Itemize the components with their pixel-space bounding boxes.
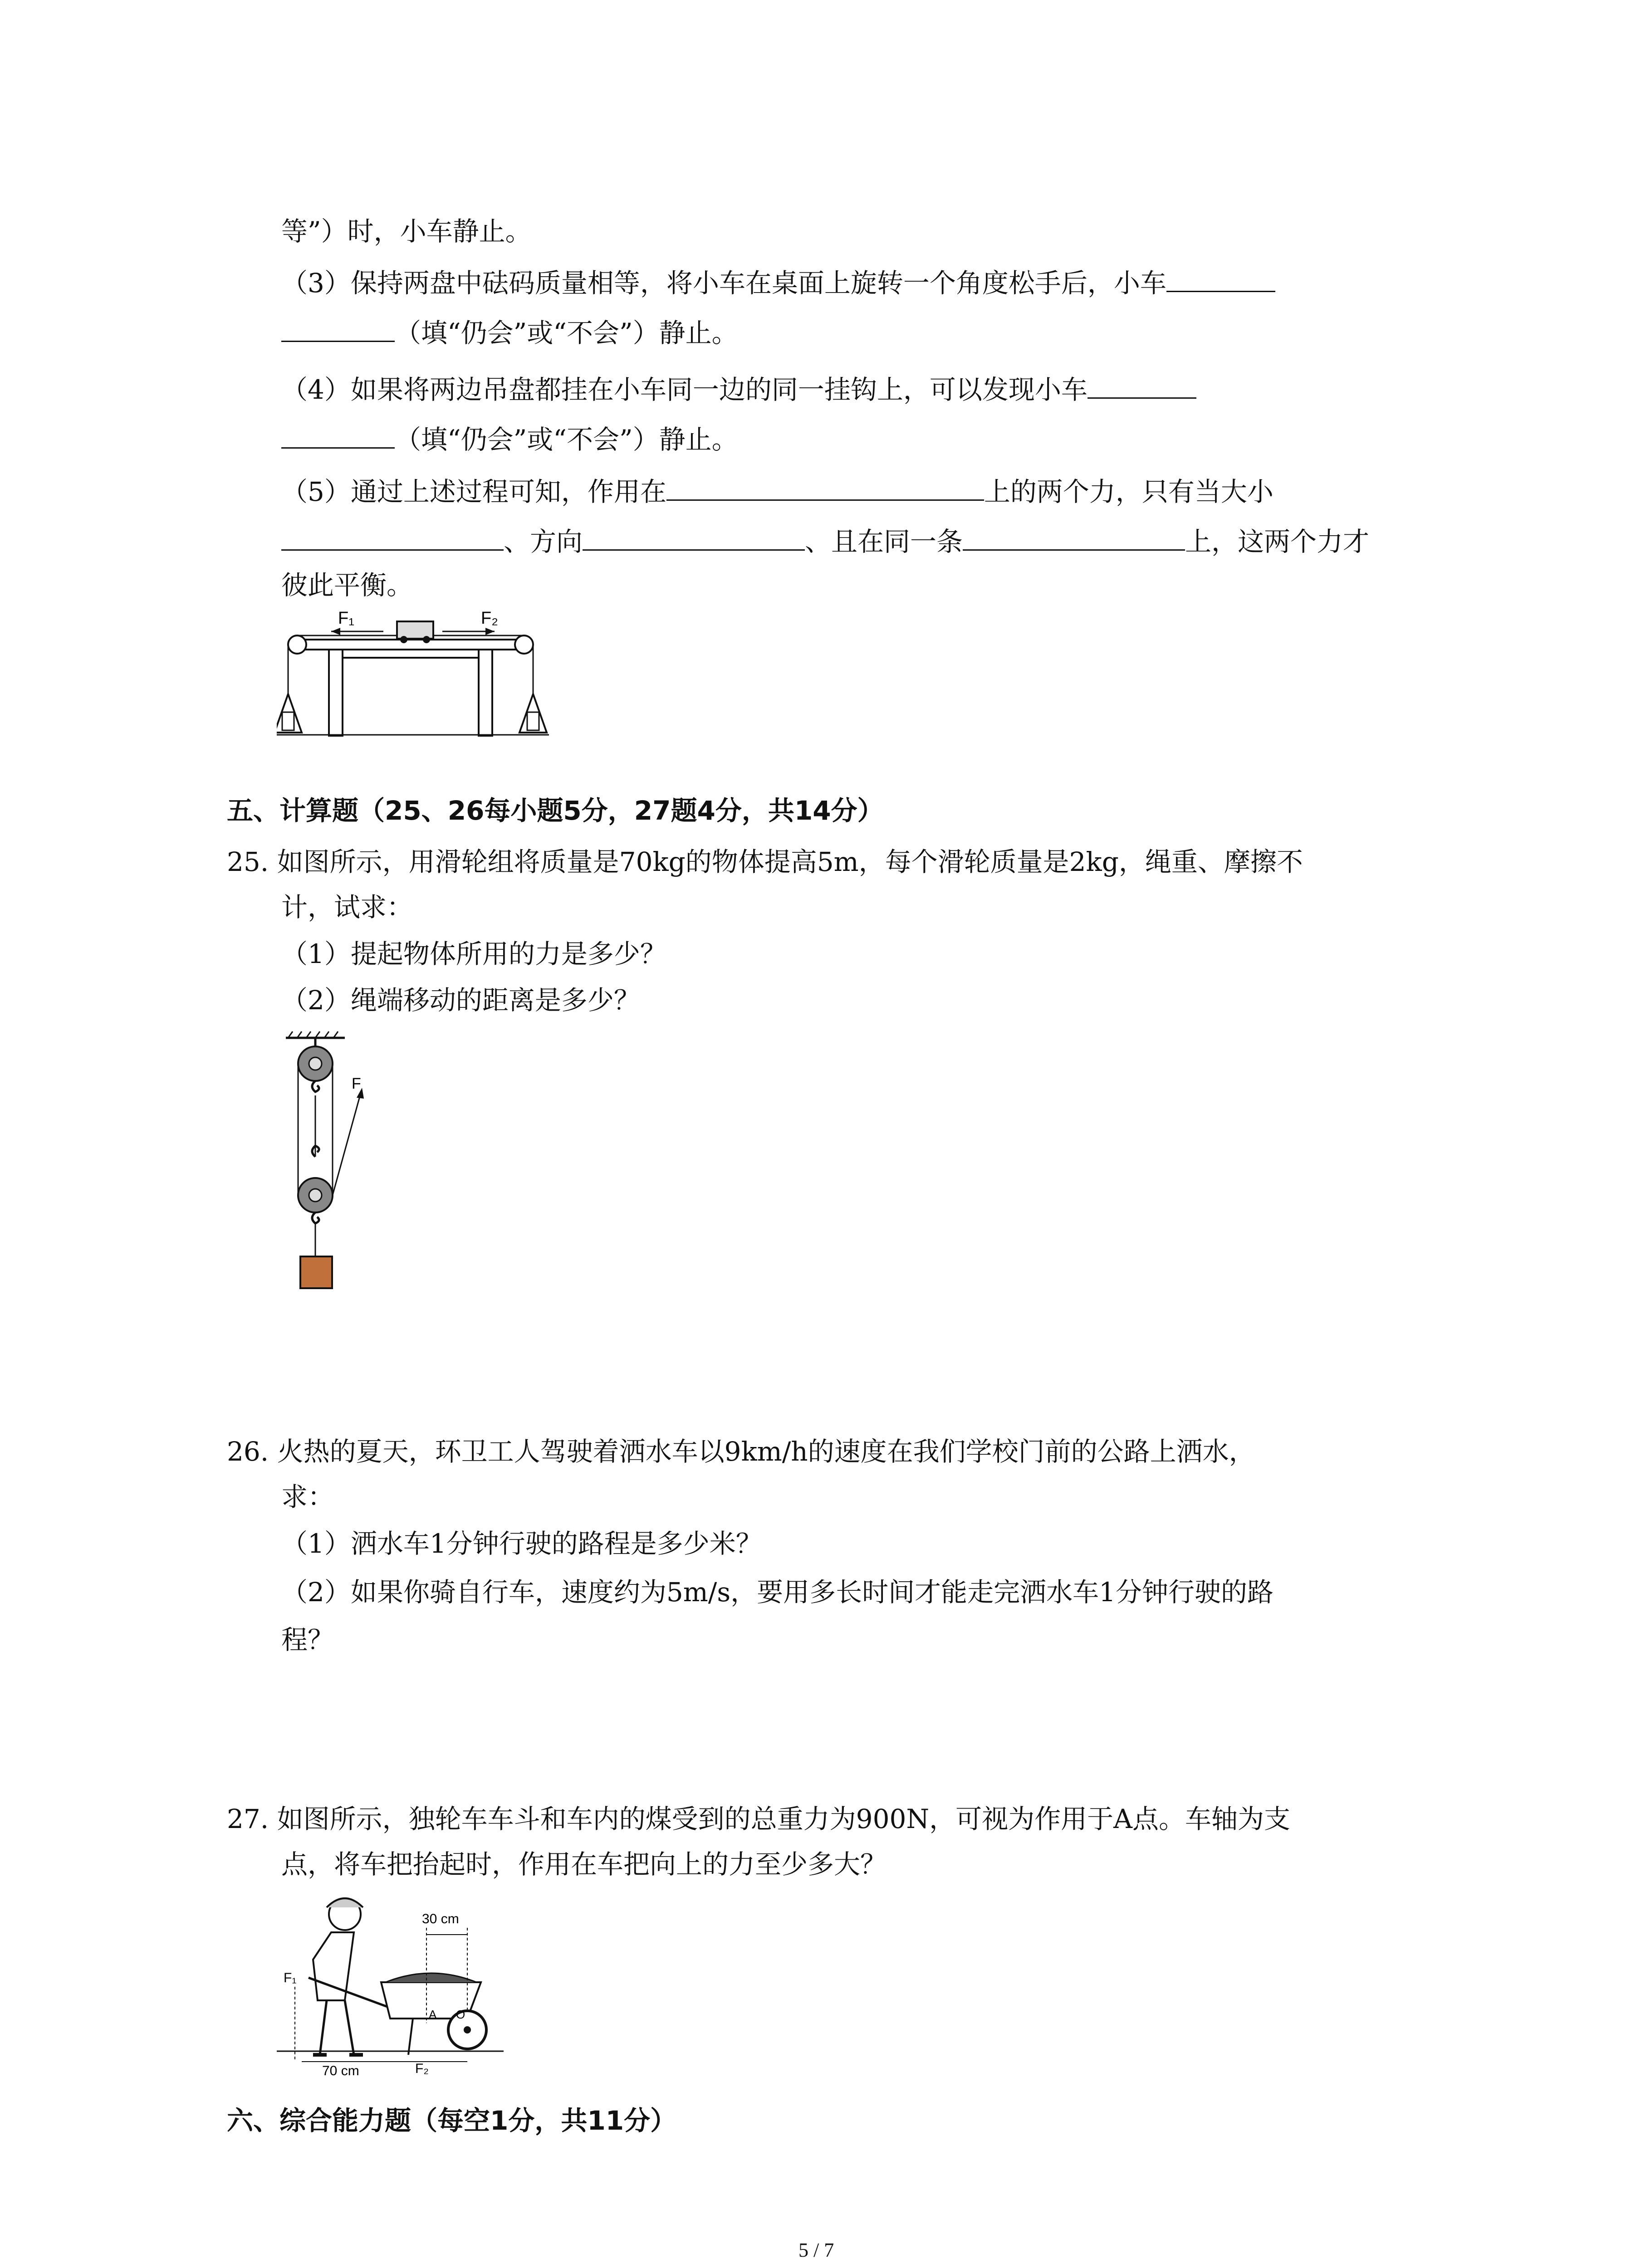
f-label: F [352,1075,361,1092]
f2-label: F₂ [481,609,498,628]
pulley-figure [281,1030,372,1302]
answer-blank[interactable] [1166,265,1275,292]
question-text: （5）通过上述过程可知，作用在 [281,476,666,507]
question-text: 、且在同一条 [805,526,963,557]
text-line [281,474,1274,508]
text-line: 计，试求： [281,892,413,923]
answer-blank[interactable] [281,315,395,342]
question-26: 26. 火热的夏天，环卫工人驾驶着洒水车以9km/h的速度在我们学校门前的公路上洒水， [227,1436,1255,1467]
answer-blank[interactable] [963,524,1185,551]
f1-label: F₁ [338,609,355,628]
text-line: （1）洒水车1分钟行驶的路程是多少米？ [281,1528,762,1559]
section-heading: 六、综合能力题（每空1分，共11分） [227,2105,677,2136]
text-line: （2）绳端移动的距离是多少？ [281,985,640,1016]
answer-blank[interactable] [281,422,395,449]
answer-blank[interactable] [281,524,504,551]
section-heading: 五、计算题（25、26每小题5分，27题4分，共14分） [227,795,884,826]
text-line [281,524,1369,557]
answer-blank[interactable] [1087,372,1196,399]
text-line: 求： [281,1481,334,1512]
text-line: （2）如果你骑自行车，速度约为5m/s，要用多长时间才能走完洒水车1分钟行驶的路 [281,1577,1274,1608]
text-line: 等”）时，小车静止。 [281,216,532,247]
question-text: 上的两个力，只有当大小 [984,476,1274,507]
text-line [281,265,1275,299]
text-line [281,372,1196,406]
text-line: 点，将车把抬起时，作用在车把向上的力至少多大？ [281,1849,887,1880]
f1-label: F₁ [284,1970,297,1985]
cart-table-figure [277,603,549,739]
point-a-label: A [429,2008,437,2021]
question-text: （3）保持两盘中砝码质量相等，将小车在桌面上旋转一个角度松手后，小车 [281,268,1166,298]
point-o-label: O [456,2008,465,2021]
question-text: （填“仍会”或“不会”）静止。 [395,318,738,348]
text-line [281,422,738,455]
text-line: 彼此平衡。 [281,570,413,601]
question-text: （填“仍会”或“不会”）静止。 [395,424,738,455]
page-number: 5 / 7 [798,2239,834,2261]
f2-label: F₂ [415,2061,429,2076]
question-27: 27. 如图所示，独轮车车斗和车内的煤受到的总重力为900N，可视为作用于A点。车轴为支 [227,1804,1291,1834]
text-line: 程？ [281,1624,334,1655]
text-line [281,315,738,349]
text-line: （1）提起物体所用的力是多少？ [281,938,666,969]
answer-blank[interactable] [583,524,805,551]
answer-blank[interactable] [666,474,984,501]
question-text: （4）如果将两边吊盘都挂在小车同一边的同一挂钩上，可以发现小车 [281,374,1087,405]
dim-70cm: 70 cm [322,2063,359,2077]
question-25: 25. 如图所示，用滑轮组将质量是70kg的物体提高5m，每个滑轮质量是2kg，绳重、摩擦不 [227,846,1303,877]
question-text: 、方向 [504,526,583,557]
question-text: 上，这两个力才 [1185,526,1370,557]
dim-30cm: 30 cm [422,1911,459,1926]
wheelbarrow-figure [277,1887,504,2077]
